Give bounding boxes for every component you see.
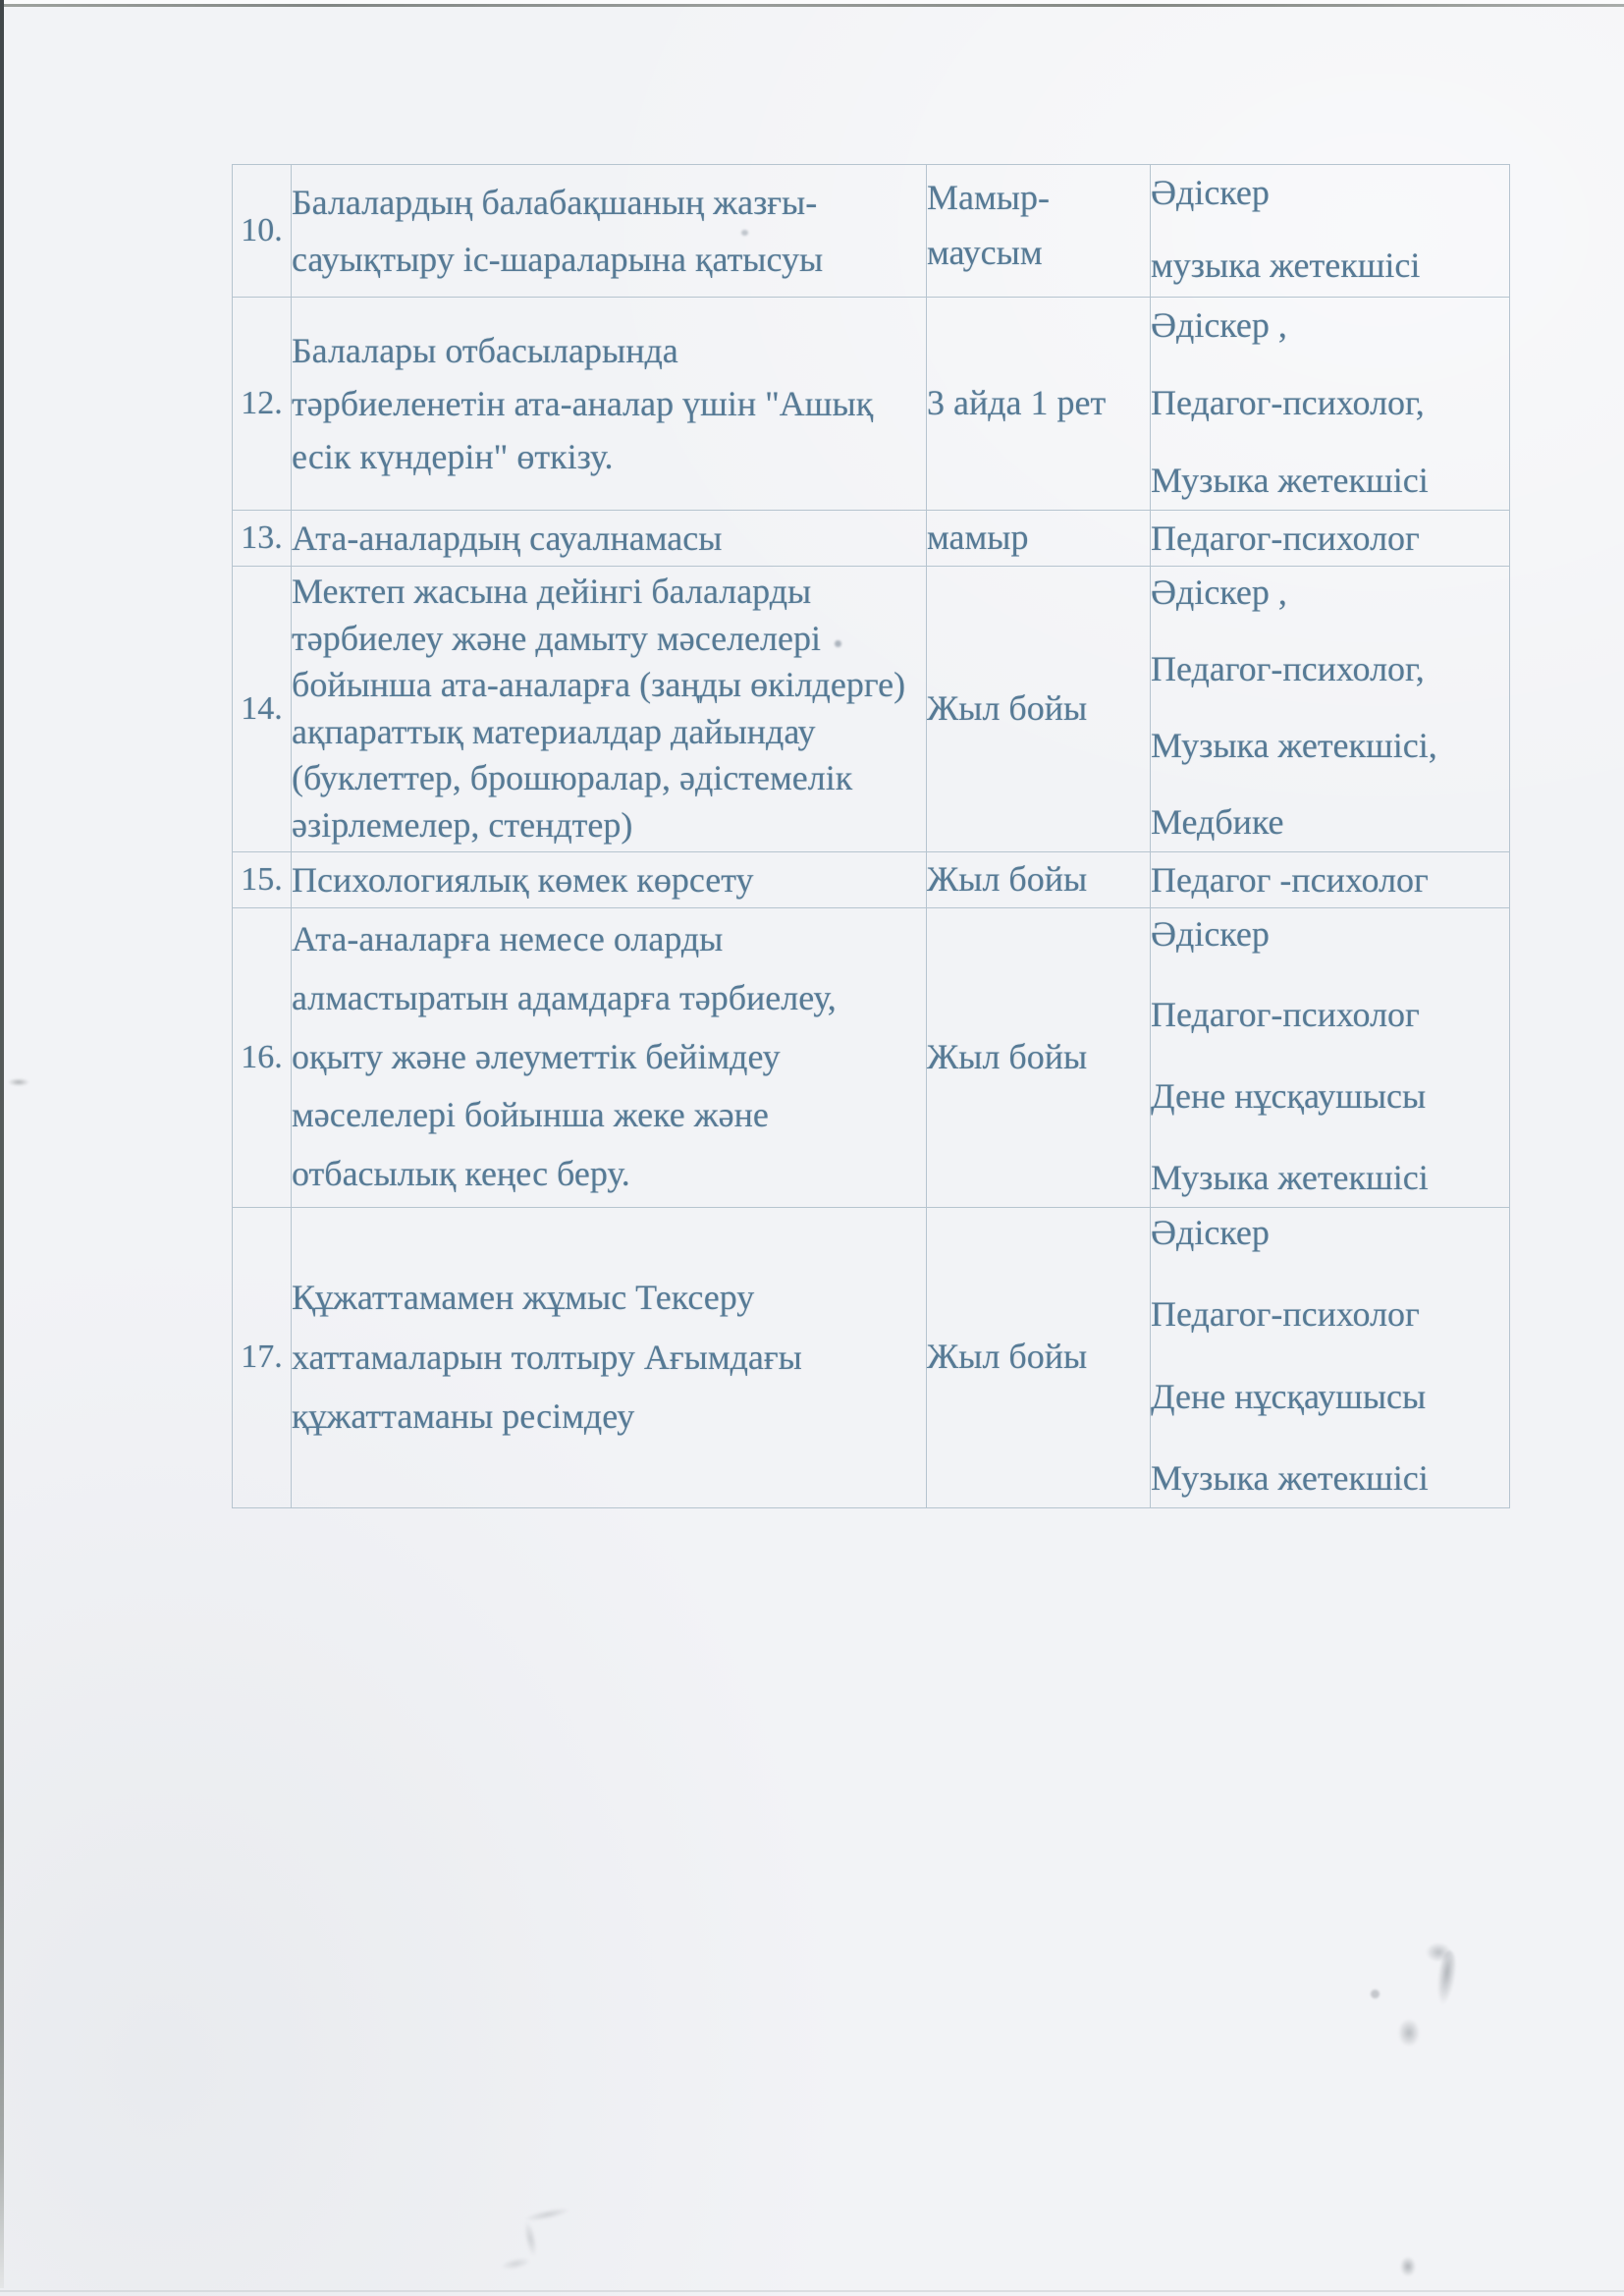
responsible-stack	[1151, 859, 1509, 901]
table-row	[233, 298, 1510, 511]
table-row	[233, 1207, 1510, 1507]
timing-text: мамыр	[927, 511, 1151, 567]
timing-text: 3 айда 1 рет	[927, 298, 1151, 511]
row-number: 17.	[233, 1207, 292, 1507]
responsible-cell	[1151, 511, 1510, 567]
timing-text: Жыл бойы	[927, 566, 1151, 851]
scanner-edge-top	[0, 4, 1624, 7]
activity-text: Психологиялық көмек көрсету	[292, 851, 927, 907]
responsible-stack	[1151, 568, 1509, 850]
responsible-line: Әдіскер	[1151, 173, 1270, 212]
responsible-stack	[1151, 1208, 1509, 1506]
activity-text: Құжаттамамен жұмыс Тексеру хаттамаларын толтыру Ағымдағы құжаттаманы ресімдеу	[292, 1207, 927, 1507]
table-row	[233, 165, 1510, 298]
responsible-cell	[1151, 907, 1510, 1207]
row-number: 16.	[233, 907, 292, 1207]
scan-smudge	[1400, 2257, 1416, 2276]
responsible-cell	[1151, 165, 1510, 298]
row-number: 15.	[233, 851, 292, 907]
responsible-line: Әдіскер ,	[1151, 305, 1287, 345]
responsible-stack	[1151, 301, 1509, 507]
responsible-line: Медбике	[1151, 801, 1284, 842]
row-number: 13.	[233, 511, 292, 567]
activity-text: Балалары отбасыларында тәрбиеленетін ата-аналар үшін "Ашық есік күндерін" өткізу.	[292, 298, 927, 511]
activity-text: Ата-аналарға немесе оларды алмастыратын адамдарға тәрбиелеу, оқыту және әлеуметтік бейімдеу мәселелері бойынша жеке және отбасылық кеңес беру.	[292, 907, 927, 1207]
responsible-line: Музыка жетекшісі	[1151, 461, 1429, 500]
table-row	[233, 566, 1510, 851]
work-plan-rows	[233, 165, 1510, 1508]
responsible-cell	[1151, 851, 1510, 907]
timing-text: Мамыр-маусым	[927, 165, 1151, 298]
timing-text: Жыл бойы	[927, 907, 1151, 1207]
row-number: 14.	[233, 566, 292, 851]
scan-smudge	[1398, 2019, 1420, 2047]
responsible-stack	[1151, 170, 1509, 292]
responsible-line: Дене нұсқаушысы	[1151, 1075, 1427, 1116]
responsible-line: Педагог-психолог	[1151, 518, 1420, 558]
responsible-stack	[1151, 909, 1509, 1206]
responsible-line: Педагог-психолог	[1151, 995, 1420, 1035]
pencil-squiggle	[477, 2196, 586, 2277]
responsible-stack	[1151, 518, 1509, 559]
responsible-line: Дене нұсқаушысы	[1151, 1376, 1427, 1416]
timing-text: Жыл бойы	[927, 851, 1151, 907]
activity-text: Балалардың балабақшаның жазғы-сауықтыру іс-шараларына қатысуы	[292, 165, 927, 298]
responsible-line: Педагог-психолог,	[1151, 383, 1425, 422]
row-number: 12.	[233, 298, 292, 511]
activity-text: Ата-аналардың сауалнамасы	[292, 511, 927, 567]
responsible-line: Әдіскер ,	[1151, 572, 1287, 612]
table-row	[233, 907, 1510, 1207]
activity-text: Мектеп жасына дейінгі балаларды тәрбиелеу және дамыту мәселелері бойынша ата-аналарға (заңды өкілдерге) ақпараттық материалдар дайындау (буклеттер, брошюралар, әдістемелік әзірлемелер, стендтер)	[292, 566, 927, 851]
timing-text: Жыл бойы	[927, 1207, 1151, 1507]
scanner-edge-left	[0, 0, 4, 2288]
responsible-line: Музыка жетекшісі,	[1151, 725, 1437, 765]
scan-smudge	[8, 1078, 29, 1086]
work-plan-table	[232, 164, 1510, 1508]
responsible-cell	[1151, 566, 1510, 851]
responsible-line: Педагог-психолог	[1151, 1294, 1420, 1335]
scan-smudge	[1426, 1942, 1451, 1962]
row-number: 10.	[233, 165, 292, 298]
table-row	[233, 511, 1510, 567]
responsible-line: Әдіскер	[1151, 1213, 1270, 1253]
table-row	[233, 851, 1510, 907]
responsible-line: Педагог -психолог	[1151, 859, 1429, 900]
scan-smudge	[1371, 1990, 1380, 1998]
responsible-line: Әдіскер	[1151, 913, 1270, 954]
scanner-edge-bottom	[0, 2290, 1624, 2292]
scan-smudge	[1434, 1949, 1459, 2006]
responsible-line: Музыка жетекшісі	[1151, 1458, 1429, 1499]
responsible-line: музыка жетекшісі	[1151, 246, 1421, 285]
responsible-cell	[1151, 298, 1510, 511]
responsible-line: Музыка жетекшісі	[1151, 1157, 1429, 1197]
responsible-cell	[1151, 1207, 1510, 1507]
responsible-line: Педагог-психолог,	[1151, 648, 1425, 688]
